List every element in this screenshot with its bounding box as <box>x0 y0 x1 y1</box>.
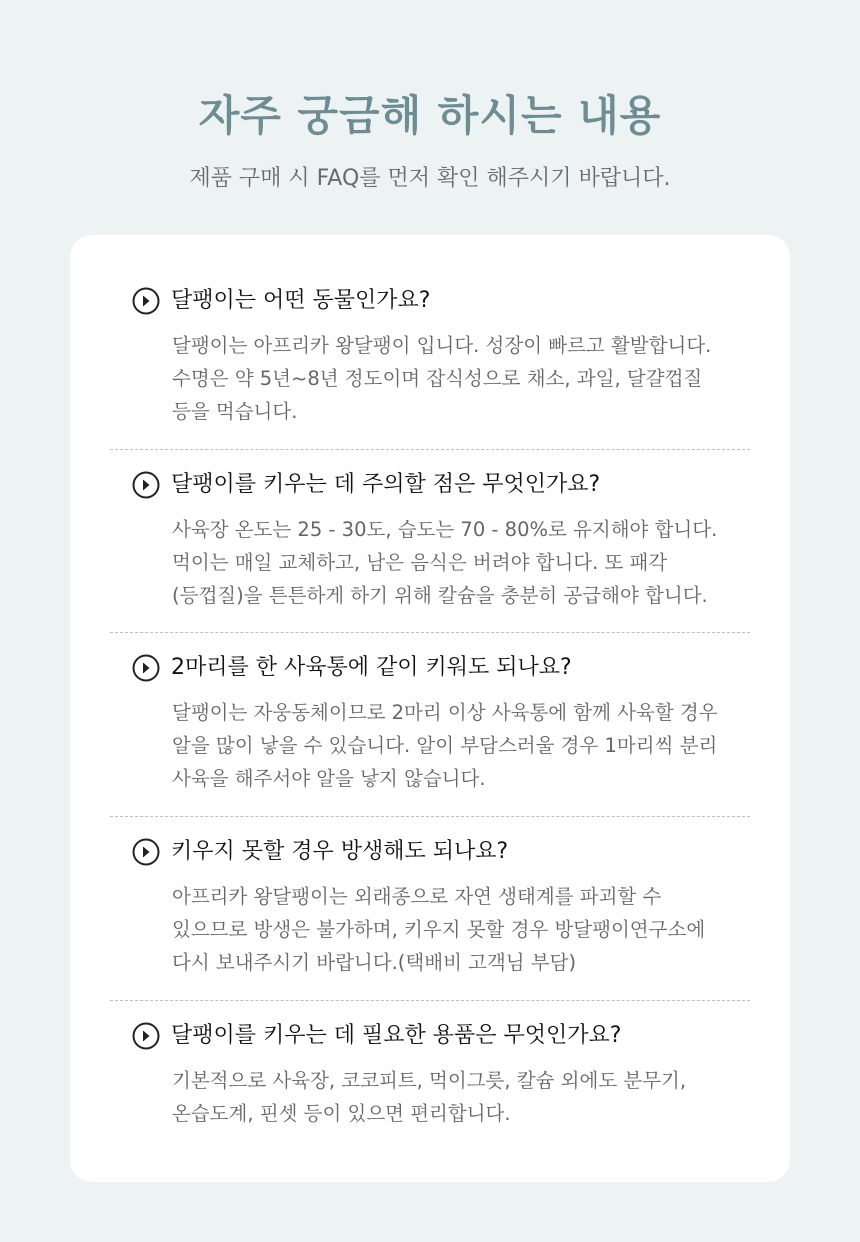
faq-answer-line: 사육장 온도는 25 - 30도, 습도는 70 - 80%로 유지해야 합니다. <box>172 518 718 541</box>
faq-answer-line: 온습도계, 핀셋 등이 있으면 편리합니다. <box>172 1102 511 1125</box>
faq-answer-line: 달팽이는 자웅동체이므로 2마리 이상 사육통에 함께 사육할 경우 <box>172 701 718 724</box>
faq-answer-line: 알을 많이 낳을 수 있습니다. 알이 부담스러울 경우 1마리씩 분리 <box>172 734 718 757</box>
faq-question-row[interactable] <box>132 1020 621 1052</box>
faq-answer-line: 수명은 약 5년~8년 정도이며 잡식성으로 채소, 과일, 달걀껍질 <box>172 367 703 390</box>
faq-question-row[interactable] <box>132 469 600 501</box>
faq-item-animal-type <box>110 285 750 450</box>
faq-answer-line: 먹이는 매일 교체하고, 남은 음식은 버려야 합니다. 또 패각 <box>172 551 668 574</box>
faq-answer-line: 기본적으로 사육장, 코코피트, 먹이그릇, 칼슘 외에도 분무기, <box>172 1069 687 1092</box>
faq-question-row[interactable] <box>132 836 508 868</box>
faq-question: 달팽이를 키우는 데 필요한 용품은 무엇인가요? <box>171 1023 622 1048</box>
faq-item-two-snails <box>110 652 750 817</box>
page-title: 자주 궁금해 하시는 내용 <box>198 91 662 140</box>
faq-question: 달팽이는 어떤 동물인가요? <box>171 288 431 313</box>
faq-answer-line: 아프리카 왕달팽이는 외래종으로 자연 생태계를 파괴할 수 <box>172 885 662 908</box>
faq-question: 키우지 못할 경우 방생해도 되나요? <box>171 839 509 864</box>
faq-answer <box>172 696 752 795</box>
faq-question-row[interactable] <box>132 652 572 684</box>
faq-answer-line: 사육을 해주서야 알을 낳지 않습니다. <box>172 767 486 790</box>
circled-chevron-right-icon <box>132 287 160 315</box>
faq-answer-line: 달팽이는 아프리카 왕달팽이 입니다. 성장이 빠르고 활발합니다. <box>172 334 712 357</box>
faq-answer-line: 다시 보내주시기 바랍니다.(택배비 고객님 부담) <box>172 951 577 974</box>
faq-question-row[interactable] <box>132 285 430 317</box>
faq-answer <box>172 513 752 612</box>
faq-answer <box>172 1064 752 1130</box>
circled-chevron-right-icon <box>132 654 160 682</box>
faq-answer-line: 있으므로 방생은 불가하며, 키우지 못할 경우 방달팽이연구소에 <box>172 918 706 941</box>
faq-answer <box>172 329 752 428</box>
faq-item-supplies <box>110 1020 750 1150</box>
faq-item-care-caution <box>110 469 750 633</box>
faq-question: 2마리를 한 사육통에 같이 키워도 되나요? <box>171 655 572 680</box>
faq-answer-line: 등을 먹습니다. <box>172 400 298 423</box>
faq-answer <box>172 880 752 979</box>
faq-answer-line: (등껍질)을 튼튼하게 하기 위해 칼슘을 충분히 공급해야 합니다. <box>172 584 708 607</box>
faq-card <box>70 235 790 1182</box>
faq-question: 달팽이를 키우는 데 주의할 점은 무엇인가요? <box>171 472 601 497</box>
circled-chevron-right-icon <box>132 1022 160 1050</box>
circled-chevron-right-icon <box>132 838 160 866</box>
circled-chevron-right-icon <box>132 471 160 499</box>
page-subtitle: 제품 구매 시 FAQ를 먼저 확인 해주시기 바랍니다. <box>189 166 671 191</box>
faq-item-release <box>110 836 750 1001</box>
